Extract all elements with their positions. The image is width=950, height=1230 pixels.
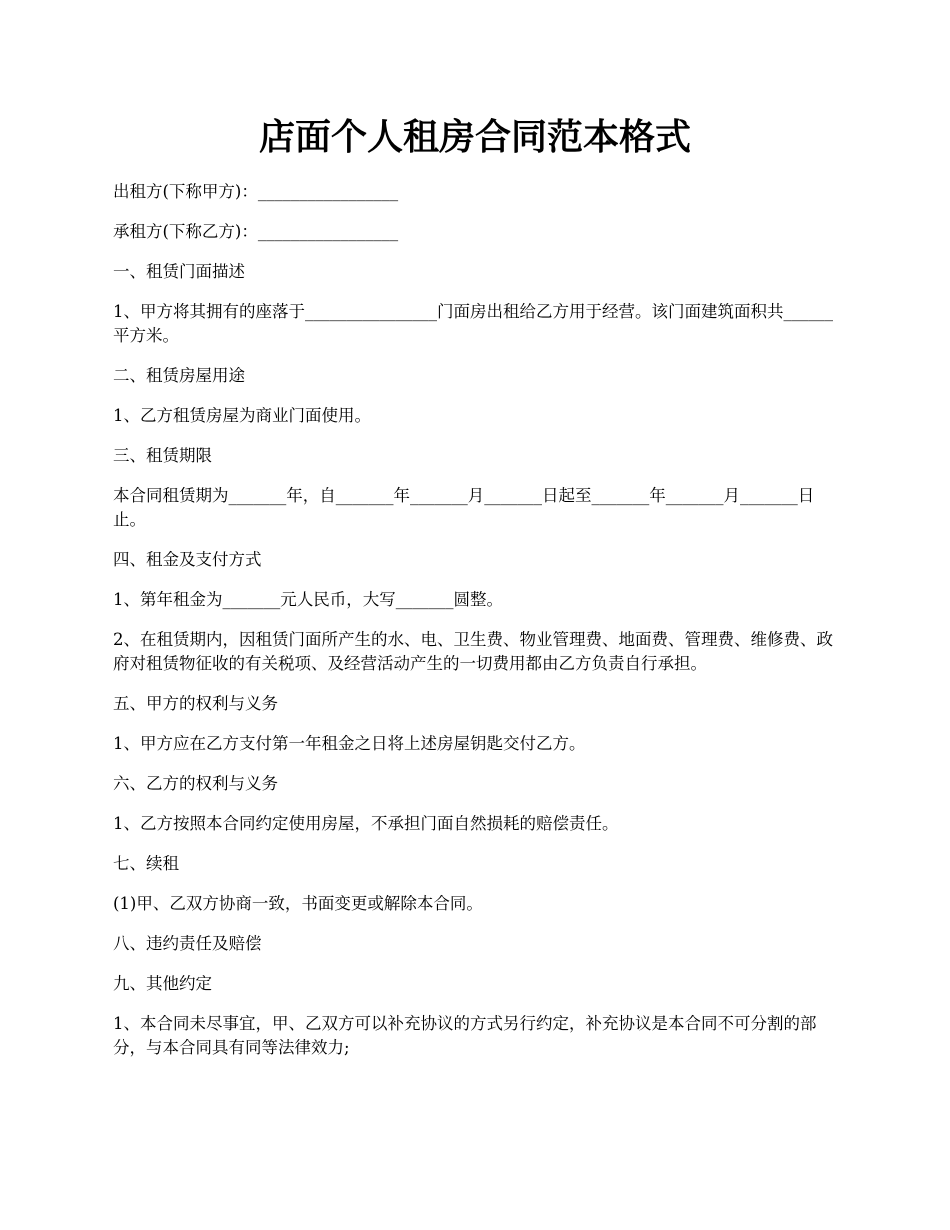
clause-1-1: 1、甲方将其拥有的座落于________________门面房出租给乙方用于经营。该门面建筑面积共______平方米。 [113, 302, 833, 345]
clause-5-1: 1、甲方应在乙方支付第一年租金之日将上述房屋钥匙交付乙方。 [113, 734, 586, 753]
section-heading-8: 八、违约责任及赔偿 [113, 934, 262, 953]
clause-7-1: (1)甲、乙双方协商一致，书面变更或解除本合同。 [113, 894, 483, 913]
clause-3-term: 本合同租赁期为_______年，自_______年_______月_______日起至_______年_______月_______日止。 [113, 486, 815, 529]
clause-2-1: 1、乙方租赁房屋为商业门面使用。 [113, 406, 371, 425]
clause-4-1: 1、第年租金为_______元人民币，大写_______圆整。 [113, 590, 503, 609]
document-body [113, 180, 839, 1076]
section-heading-3: 三、租赁期限 [113, 446, 212, 465]
section-heading-7: 七、续租 [113, 854, 179, 873]
clause-6-1: 1、乙方按照本合同约定使用房屋，不承担门面自然损耗的赔偿责任。 [113, 814, 619, 833]
section-heading-2: 二、租赁房屋用途 [113, 366, 245, 385]
section-heading-5: 五、甲方的权利与义务 [113, 694, 278, 713]
clause-9-1: 1、本合同未尽事宜，甲、乙双方可以补充协议的方式另行约定，补充协议是本合同不可分割的部分，与本合同具有同等法律效力; [113, 1014, 817, 1057]
section-heading-4: 四、租金及支付方式 [113, 550, 262, 569]
document-title: 店面个人租房合同范本格式 [258, 116, 691, 158]
section-heading-6: 六、乙方的权利与义务 [113, 774, 278, 793]
clause-4-2: 2、在租赁期内，因租赁门面所产生的水、电、卫生费、物业管理费、地面费、管理费、维修费、政府对租赁物征收的有关税项、及经营活动产生的一切费用都由乙方负责自行承担。 [113, 630, 833, 673]
section-heading-1: 一、租赁门面描述 [113, 262, 245, 281]
lessee-line: 承租方(下称乙方)：_________________ [113, 222, 399, 241]
section-heading-9: 九、其他约定 [113, 974, 212, 993]
lessor-line: 出租方(下称甲方)：_________________ [113, 182, 399, 201]
